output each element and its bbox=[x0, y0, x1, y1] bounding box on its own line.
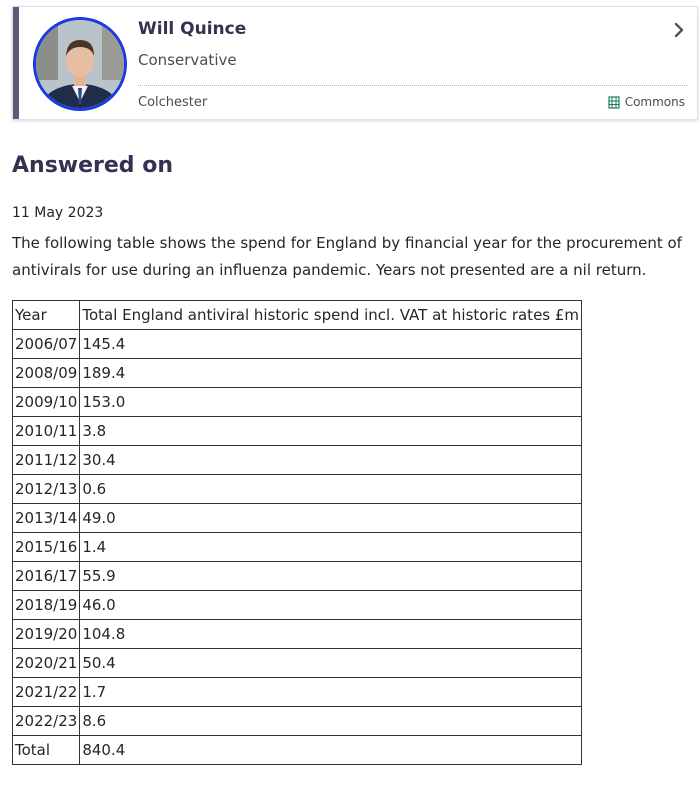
table-row bbox=[13, 707, 582, 736]
spend-cell: 0.6 bbox=[80, 475, 582, 504]
answer-text: The following table shows the spend for England by financial year for the procurement of antivirals for use during an influenza pandemic. Years not presented are a nil return. bbox=[12, 234, 682, 279]
year-cell: 2012/13 bbox=[13, 475, 80, 504]
table-row bbox=[13, 736, 582, 765]
spend-cell: 189.4 bbox=[80, 359, 582, 388]
member-name[interactable]: Will Quince bbox=[138, 19, 247, 39]
table-row bbox=[13, 562, 582, 591]
table-row bbox=[13, 330, 582, 359]
spend-cell: 46.0 bbox=[80, 591, 582, 620]
table-row bbox=[13, 591, 582, 620]
table-row bbox=[13, 417, 582, 446]
table-row bbox=[13, 388, 582, 417]
table-row bbox=[13, 475, 582, 504]
spend-cell: 1.4 bbox=[80, 533, 582, 562]
answered-on-heading: Answered on bbox=[12, 153, 173, 178]
house-indicator bbox=[608, 95, 685, 109]
chevron-right-icon[interactable] bbox=[671, 21, 687, 39]
card-divider bbox=[138, 85, 687, 86]
year-cell: 2008/09 bbox=[13, 359, 80, 388]
year-cell: 2010/11 bbox=[13, 417, 80, 446]
table-header-row bbox=[13, 301, 582, 330]
spend-cell: 104.8 bbox=[80, 620, 582, 649]
table-row bbox=[13, 649, 582, 678]
header-spend: Total England antiviral historic spend incl. VAT at historic rates £m bbox=[80, 301, 582, 330]
house-label: Commons bbox=[624, 95, 685, 109]
table-row bbox=[13, 533, 582, 562]
year-cell: 2013/14 bbox=[13, 504, 80, 533]
avatar bbox=[33, 17, 127, 111]
spend-cell: 840.4 bbox=[80, 736, 582, 765]
table-row bbox=[13, 620, 582, 649]
member-card[interactable] bbox=[12, 6, 698, 120]
spend-cell: 153.0 bbox=[80, 388, 582, 417]
year-cell: 2015/16 bbox=[13, 533, 80, 562]
spend-cell: 1.7 bbox=[80, 678, 582, 707]
portcullis-icon bbox=[608, 96, 620, 109]
year-cell: 2020/21 bbox=[13, 649, 80, 678]
answer-date: 11 May 2023 bbox=[12, 205, 104, 221]
year-cell: 2009/10 bbox=[13, 388, 80, 417]
party-color-bar bbox=[13, 7, 19, 119]
spend-table bbox=[12, 300, 582, 765]
spend-cell: 30.4 bbox=[80, 446, 582, 475]
year-cell: 2019/20 bbox=[13, 620, 80, 649]
table-row bbox=[13, 678, 582, 707]
member-party: Conservative bbox=[138, 51, 237, 69]
table-row bbox=[13, 504, 582, 533]
year-cell: 2021/22 bbox=[13, 678, 80, 707]
constituency: Colchester bbox=[138, 95, 208, 110]
spend-cell: 49.0 bbox=[80, 504, 582, 533]
year-cell: 2022/23 bbox=[13, 707, 80, 736]
table-row bbox=[13, 359, 582, 388]
year-cell: 2018/19 bbox=[13, 591, 80, 620]
year-cell: 2016/17 bbox=[13, 562, 80, 591]
spend-cell: 55.9 bbox=[80, 562, 582, 591]
table-row bbox=[13, 446, 582, 475]
header-year: Year bbox=[13, 301, 80, 330]
spend-cell: 50.4 bbox=[80, 649, 582, 678]
year-cell: Total bbox=[13, 736, 80, 765]
year-cell: 2011/12 bbox=[13, 446, 80, 475]
spend-cell: 145.4 bbox=[80, 330, 582, 359]
spend-cell: 3.8 bbox=[80, 417, 582, 446]
spend-cell: 8.6 bbox=[80, 707, 582, 736]
year-cell: 2006/07 bbox=[13, 330, 80, 359]
